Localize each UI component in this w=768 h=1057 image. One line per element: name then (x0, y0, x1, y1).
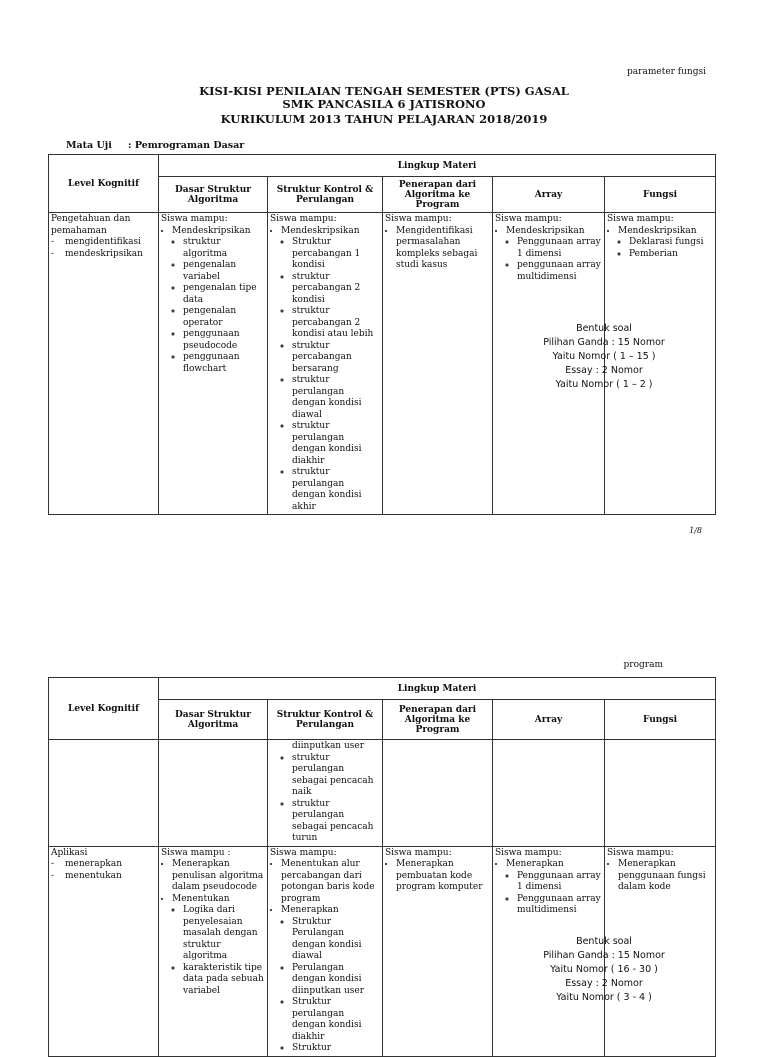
sub-bullet: ◦ struktur perulangan dengan kondisi akhir (292, 467, 380, 513)
bentuk-soal-line: Yaitu Nomor ( 3 - 4 ) (556, 992, 652, 1003)
sub-bullet: ◦ struktur perulangan sebagai pencacah naik (292, 753, 380, 799)
level-dash-item: - menerapkan (51, 859, 156, 871)
cell-penerapan (383, 213, 493, 515)
level-cell (49, 213, 159, 515)
bentuk-soal-line: Yaitu Nomor ( 1 – 2 ) (555, 379, 653, 390)
bullet-item: • Mendeskripsikan ◦ Deklarasi fungsi ◦ Pemberian (618, 226, 713, 261)
bullet-item: • Menerapkan penulisan algoritma dalam pseudocode (172, 859, 265, 894)
sub-bullet: ◦ struktur percabangan 2 kondisi atau lebih (292, 306, 380, 341)
continuation-cell (383, 740, 493, 847)
header-col-fungsi: Fungsi (605, 177, 716, 213)
sub-bullet: ◦ penggunaan array multidimensi (517, 260, 602, 283)
bentuk-soal-line: Pilihan Ganda : 15 Nomor (543, 950, 665, 961)
cell-head: Siswa mampu : (161, 847, 231, 858)
page-number: 1/8 (689, 526, 702, 535)
cell-penerapan (383, 846, 493, 1056)
level-dash-item: - mendeskripsikan (51, 249, 156, 261)
sub-bullet: ◦ Struktur (292, 1043, 380, 1055)
sub-bullet: ◦ struktur perulangan sebagai pencacah turun (292, 799, 380, 845)
cell-head: Siswa mampu: (161, 214, 228, 224)
sub-bullet: ◦ Penggunaan array 1 dimensi (517, 237, 602, 260)
bentuk-soal-line: Essay : 2 Nomor (565, 978, 643, 989)
sub-bullet: ◦ struktur percabangan bersarang (292, 341, 380, 376)
level-dash-item: - menentukan (51, 871, 156, 883)
cell-head: Siswa mampu: (385, 214, 452, 224)
sub-bullet: ◦ struktur perulangan dengan kondisi diawal (292, 375, 380, 421)
subject-value: : Pemrograman Dasar (128, 140, 245, 151)
header-col-dasar: Dasar Struktur Algoritma (159, 700, 268, 740)
level-cell (49, 846, 159, 1056)
corner-note: parameter fungsi (627, 67, 706, 77)
bentuk-soal-box (529, 935, 679, 1005)
document-title (0, 85, 768, 126)
sub-bullet: ◦ Struktur perulangan dengan kondisi diakhir (292, 997, 380, 1043)
bentuk-soal-line: Pilihan Ganda : 15 Nomor (543, 337, 665, 348)
sub-bullet: ◦ Penggunaan array 1 dimensi (517, 871, 602, 894)
sub-bullet: ◦ pengenalan tipe data (183, 283, 265, 306)
level-dash-item: - mengidentifikasi (51, 237, 156, 249)
sub-bullet: ◦ Struktur Perulangan dengan kondisi diawal (292, 917, 380, 963)
title-line-2: SMK PANCASILA 6 JATISRONO (282, 96, 486, 111)
sub-bullet: ◦ Perulangan dengan kondisi diinputkan user (292, 963, 380, 998)
bentuk-soal-line: Yaitu Nomor ( 1 – 15 ) (552, 351, 656, 362)
subject-label: Mata Uji (66, 140, 112, 151)
sub-bullet: ◦ pengenalan variabel (183, 260, 265, 283)
header-level-kognitif: Level Kognitif (49, 155, 159, 213)
header-lingkup-materi: Lingkup Materi (159, 155, 716, 177)
sub-bullet: ◦ struktur percabangan 2 kondisi (292, 272, 380, 307)
bullet-item: • Menentukan alur percabangan dari potongan baris kode program (281, 859, 380, 905)
bullet-item: • Mendeskripsikan ◦ Penggunaan array 1 dimensi ◦ penggunaan array multidimensi (506, 226, 602, 284)
sub-bullet: ◦ Struktur percabangan 1 kondisi (292, 237, 380, 272)
sub-bullet: ◦ struktur perulangan dengan kondisi diakhir (292, 421, 380, 467)
header-col-dasar: Dasar Struktur Algoritma (159, 177, 268, 213)
cell-head: Siswa mampu: (495, 847, 562, 858)
continuation-level-cell (49, 740, 159, 847)
sub-bullet: ◦ Logika dari penyelesaian masalah dengan struktur algoritma (183, 905, 265, 963)
header-col-array: Array (493, 177, 605, 213)
cell-head: Siswa mampu: (270, 847, 337, 858)
continuation-cell (493, 740, 605, 847)
header-col-array: Array (493, 700, 605, 740)
sub-bullet: ◦ karakteristik tipe data pada sebuah variabel (183, 963, 265, 998)
continuation-cell-struktur (268, 740, 383, 847)
level-dash-list (51, 859, 156, 882)
bentuk-soal-title: Bentuk soal (576, 323, 632, 334)
page-gap (0, 545, 768, 650)
bullet-item: • Menerapkan pembuatan kode program komputer (396, 859, 490, 894)
level-name: Aplikasi (51, 847, 88, 858)
bentuk-soal-line: Yaitu Nomor ( 16 - 30 ) (550, 964, 658, 975)
header-col-struktur: Struktur Kontrol & Perulangan (268, 177, 383, 213)
continuation-line: diinputkan user (292, 741, 365, 751)
document-page-2 (0, 650, 768, 1053)
sub-bullet: ◦ penggunaan pseudocode (183, 329, 265, 352)
title-line-1: KISI-KISI PENILAIAN TENGAH SEMESTER (PTS) GASAL (199, 84, 569, 98)
subject-line (66, 140, 244, 151)
sub-bullet: ◦ penggunaan flowchart (183, 352, 265, 375)
cell-head: Siswa mampu: (270, 214, 337, 224)
cell-head: Siswa mampu: (385, 847, 452, 858)
continuation-cell (159, 740, 268, 847)
cell-struktur-kontrol (268, 846, 383, 1056)
corner-note: program (623, 660, 663, 670)
bullet-item: • Mengidentifikasi permasalahan kompleks sebagai studi kasus (396, 226, 490, 272)
cell-dasar-struktur (159, 213, 268, 515)
header-col-penerapan: Penerapan dari Algoritma ke Program (383, 177, 493, 213)
bullet-item: • Menerapkan ◦ Penggunaan array 1 dimensi ◦ Penggunaan array multidimensi (506, 859, 602, 917)
cell-struktur-kontrol (268, 213, 383, 515)
bullet-item: • Menerapkan penggunaan fungsi dalam kode (618, 859, 713, 894)
bentuk-soal-box (529, 322, 679, 392)
header-col-penerapan: Penerapan dari Algoritma ke Program (383, 700, 493, 740)
sub-bullet: ◦ pengenalan operator (183, 306, 265, 329)
sub-bullet: ◦ struktur algoritma (183, 237, 265, 260)
header-col-struktur: Struktur Kontrol & Perulangan (268, 700, 383, 740)
cell-head: Siswa mampu: (607, 214, 674, 224)
sub-bullet: ◦ Deklarasi fungsi (629, 237, 713, 249)
bentuk-soal-title: Bentuk soal (576, 936, 632, 947)
bullet-item: • Mendeskripsikan ◦ struktur algoritma ◦ pengenalan variabel ◦ pengenalan tipe data ◦ pengenalan operator ◦ penggunaan pseudocode ◦ penggunaan flowchart (172, 226, 265, 376)
cell-dasar-struktur (159, 846, 268, 1056)
bentuk-soal-line: Essay : 2 Nomor (565, 365, 643, 376)
header-lingkup-materi: Lingkup Materi (159, 678, 716, 700)
cell-head: Siswa mampu: (607, 847, 674, 858)
level-name: Pengetahuan dan pemahaman (51, 214, 131, 236)
bullet-item: • Menentukan ◦ Logika dari penyelesaian masalah dengan struktur algoritma ◦ karakteristik tipe data pada sebuah variabel (172, 894, 265, 998)
header-level-kognitif: Level Kognitif (49, 678, 159, 740)
bullet-item: • Mendeskripsikan ◦ Struktur percabangan 1 kondisi ◦ struktur percabangan 2 kondisi ◦ struktur percabangan 2 kondisi atau lebih ◦ struktur percabangan bersarang ◦ struktur perulangan dengan kondisi diawal ◦ struktur perulangan dengan kondisi diakhir ◦ struktur perulangan dengan kondisi akhir (281, 226, 380, 514)
title-line-3: KURIKULUM 2013 TAHUN PELAJARAN 2018/2019 (220, 112, 548, 126)
level-dash-list (51, 237, 156, 260)
sub-bullet: ◦ Penggunaan array multidimensi (517, 894, 602, 917)
bullet-item: • Menerapkan ◦ Struktur Perulangan dengan kondisi diawal ◦ Perulangan dengan kondisi diinputkan user ◦ Struktur perulangan dengan kondisi diakhir ◦ Struktur (281, 905, 380, 1055)
sub-bullet: ◦ Pemberian (629, 249, 713, 261)
continuation-cell (605, 740, 716, 847)
header-col-fungsi: Fungsi (605, 700, 716, 740)
cell-head: Siswa mampu: (495, 214, 562, 224)
